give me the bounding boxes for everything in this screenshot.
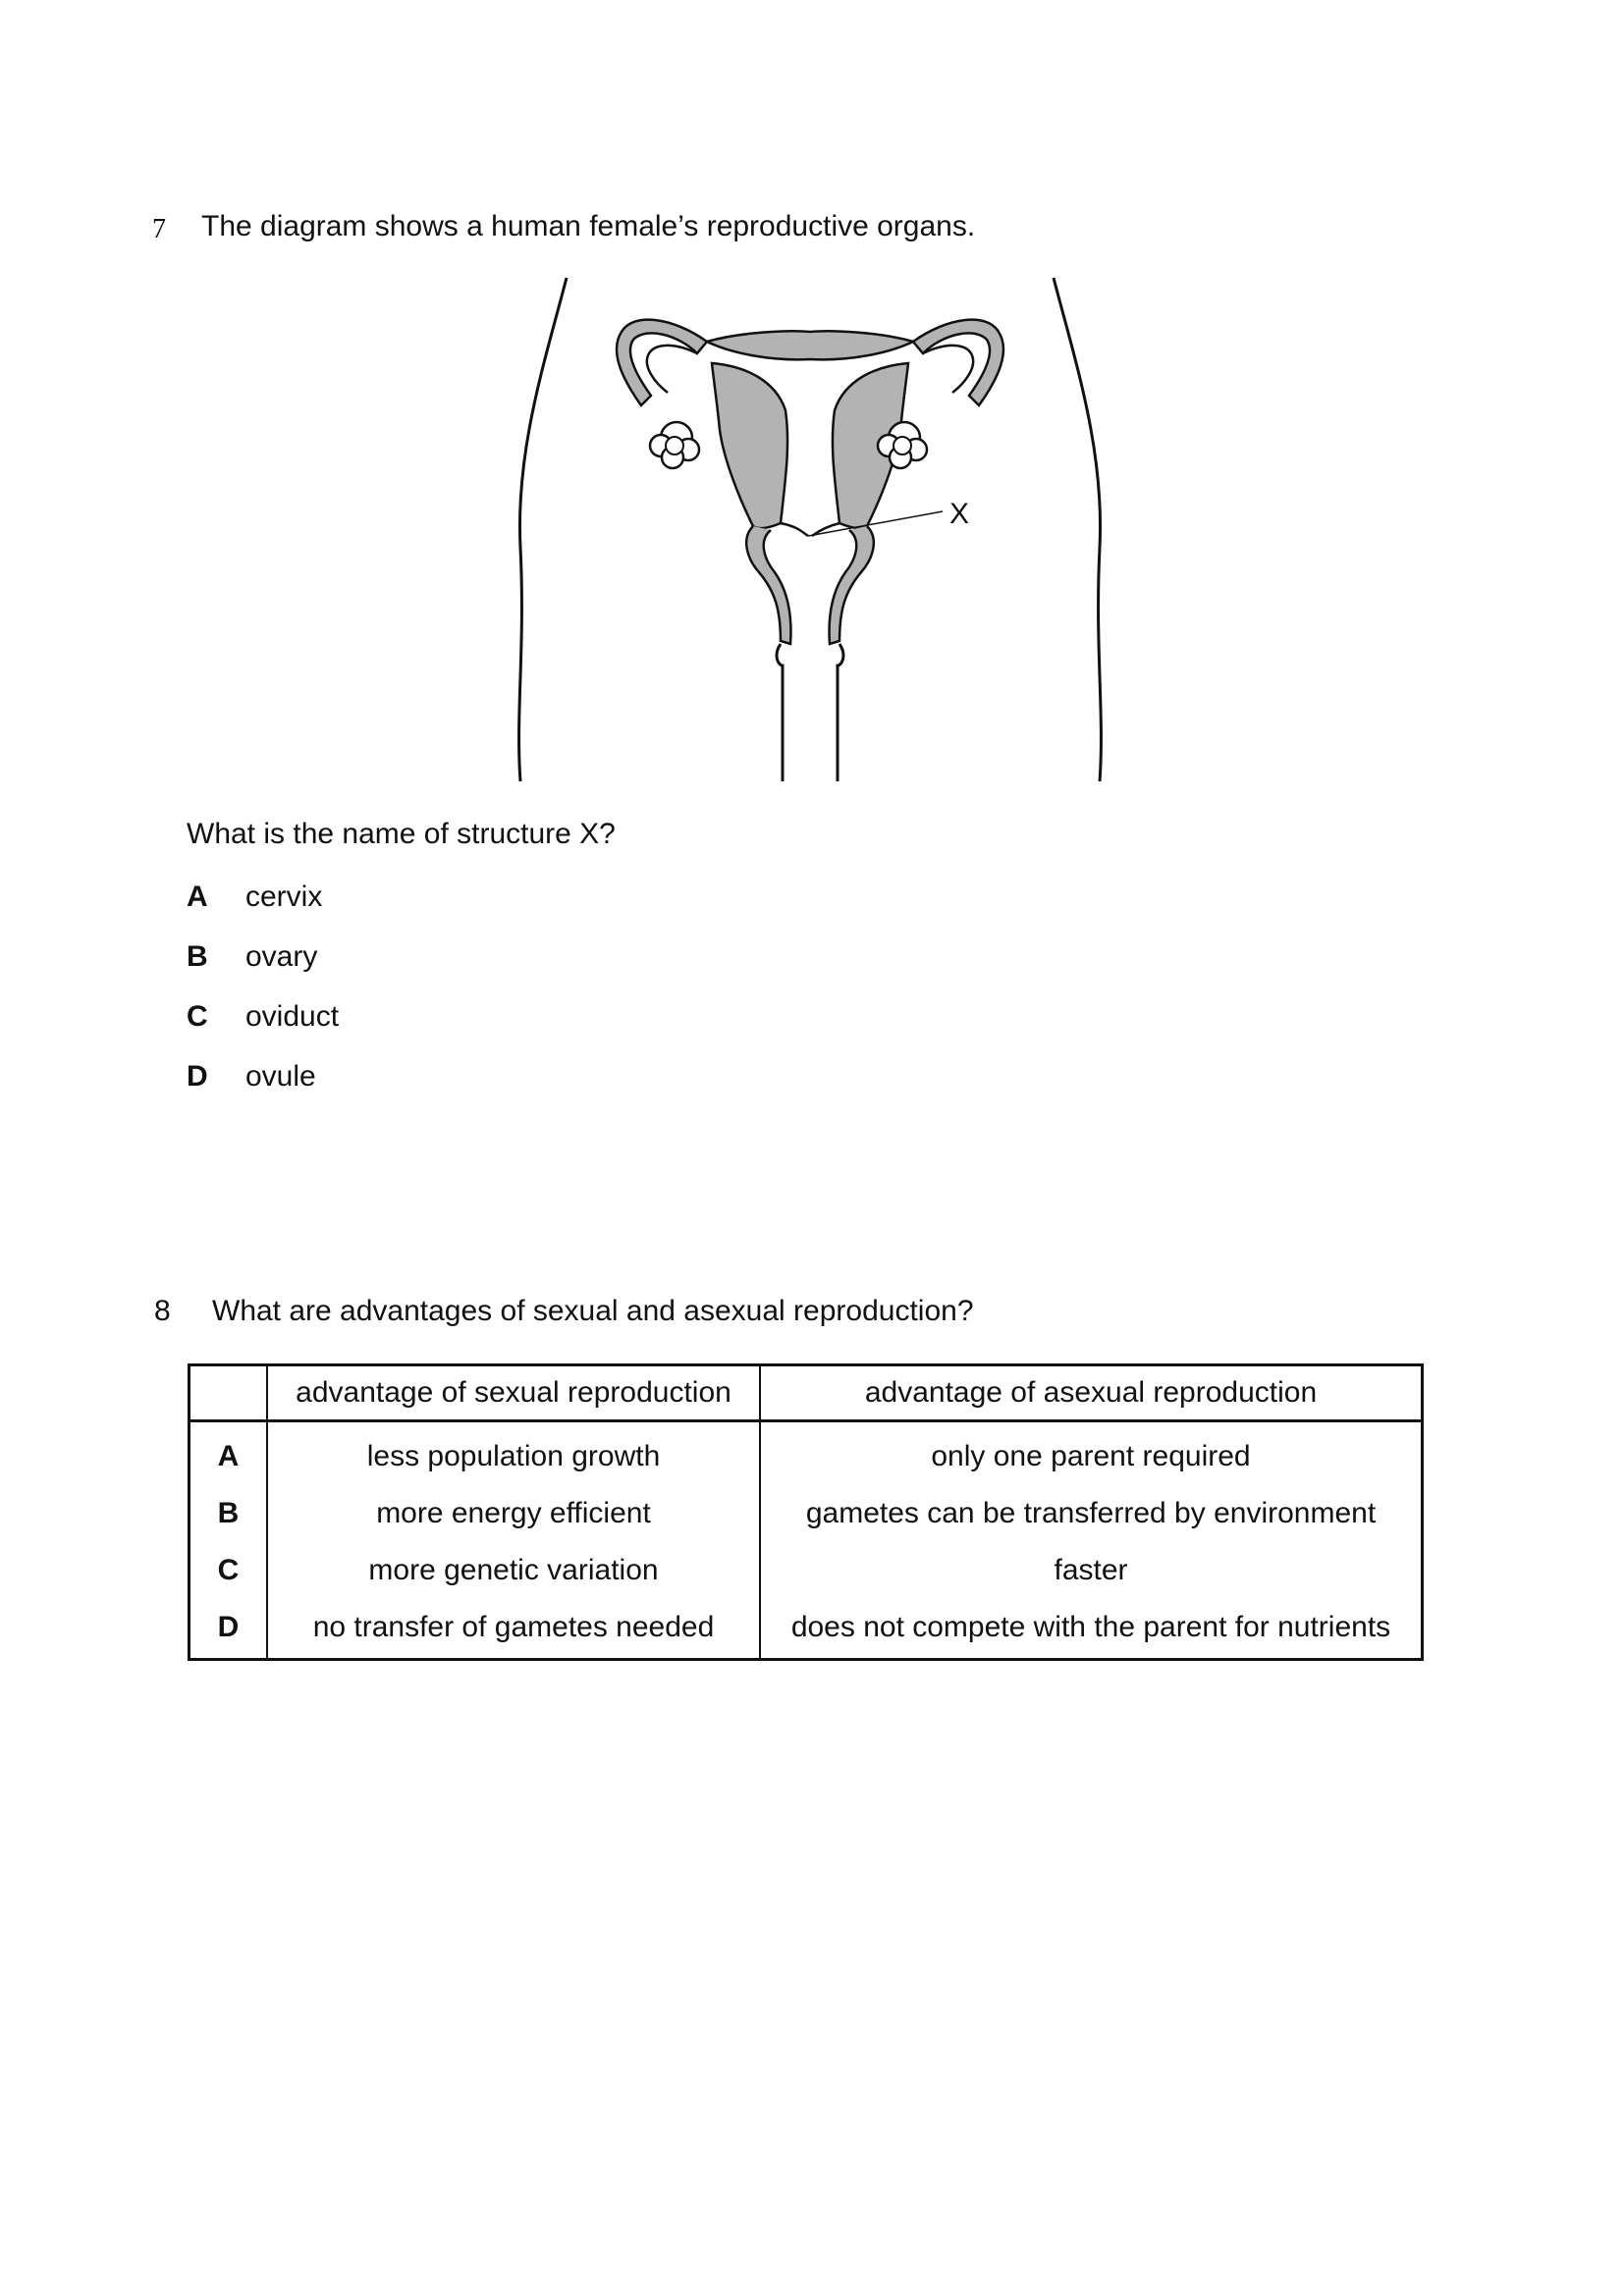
right-oviduct-inner [923, 346, 973, 393]
table-header-row [189, 1365, 1423, 1421]
header-asexual: advantage of asexual reproduction [760, 1365, 1423, 1421]
option-letter: D [187, 1060, 208, 1093]
option-text: ovary [245, 940, 318, 973]
question-7-options [187, 880, 339, 1119]
advantages-table [188, 1363, 1424, 1661]
option-text: ovule [245, 1060, 316, 1093]
structure-x-label: X [949, 498, 970, 530]
uterus-fundus [707, 331, 913, 359]
option-d[interactable] [187, 1059, 339, 1119]
option-b[interactable] [187, 939, 339, 999]
ovary-left [650, 422, 699, 468]
option-c[interactable] [187, 999, 339, 1059]
row-letter: D [189, 1599, 268, 1660]
question-8-number: 8 [154, 1295, 171, 1327]
question-7-text: The diagram shows a human female’s reproductive organs. [201, 210, 976, 242]
uterus-wall-left [712, 363, 787, 528]
left-oviduct-inner [647, 346, 697, 393]
cervix-left [781, 523, 808, 536]
reproductive-organs-diagram [496, 273, 1124, 783]
table-row-b[interactable] [189, 1485, 1423, 1542]
row-letter: B [189, 1485, 268, 1542]
header-sexual: advantage of sexual reproduction [267, 1365, 760, 1421]
question-7-subquestion: What is the name of structure X? [187, 818, 616, 850]
row-letter: C [189, 1542, 268, 1599]
row-sexual-advantage: more genetic variation [267, 1542, 760, 1599]
row-sexual-advantage: no transfer of gametes needed [267, 1599, 760, 1660]
row-letter: A [189, 1421, 268, 1486]
row-asexual-advantage: faster [1054, 1554, 1128, 1586]
table-row-c[interactable] [189, 1542, 1423, 1599]
vagina-right [838, 644, 843, 781]
option-letter: C [187, 1000, 208, 1033]
vaginal-fornix-right [830, 526, 874, 644]
question-7-number: 7 [152, 214, 166, 244]
right-oviduct [913, 320, 1003, 405]
row-sexual-advantage: more energy efficient [267, 1485, 760, 1542]
left-oviduct [617, 320, 707, 405]
option-letter: A [187, 881, 208, 913]
label-line-x [808, 511, 943, 536]
option-text: cervix [245, 881, 323, 913]
body-outline-right [1054, 278, 1101, 781]
vagina-left [777, 644, 783, 781]
header-letter [189, 1365, 268, 1421]
row-asexual-advantage: does not compete with the parent for nutrients [790, 1611, 1391, 1643]
option-a[interactable] [187, 880, 339, 939]
table-row-a[interactable] [189, 1421, 1423, 1486]
row-sexual-advantage: less population growth [267, 1421, 760, 1486]
table-row-d[interactable] [189, 1599, 1423, 1660]
vaginal-fornix-left [746, 526, 790, 644]
option-text: oviduct [245, 1000, 340, 1033]
question-8-text: What are advantages of sexual and asexual reproduction? [212, 1295, 974, 1327]
option-letter: B [187, 940, 208, 973]
body-outline-left [519, 278, 567, 781]
row-asexual-advantage: only one parent required [931, 1440, 1251, 1472]
row-asexual-advantage: gametes can be transferred by environment [805, 1497, 1377, 1529]
